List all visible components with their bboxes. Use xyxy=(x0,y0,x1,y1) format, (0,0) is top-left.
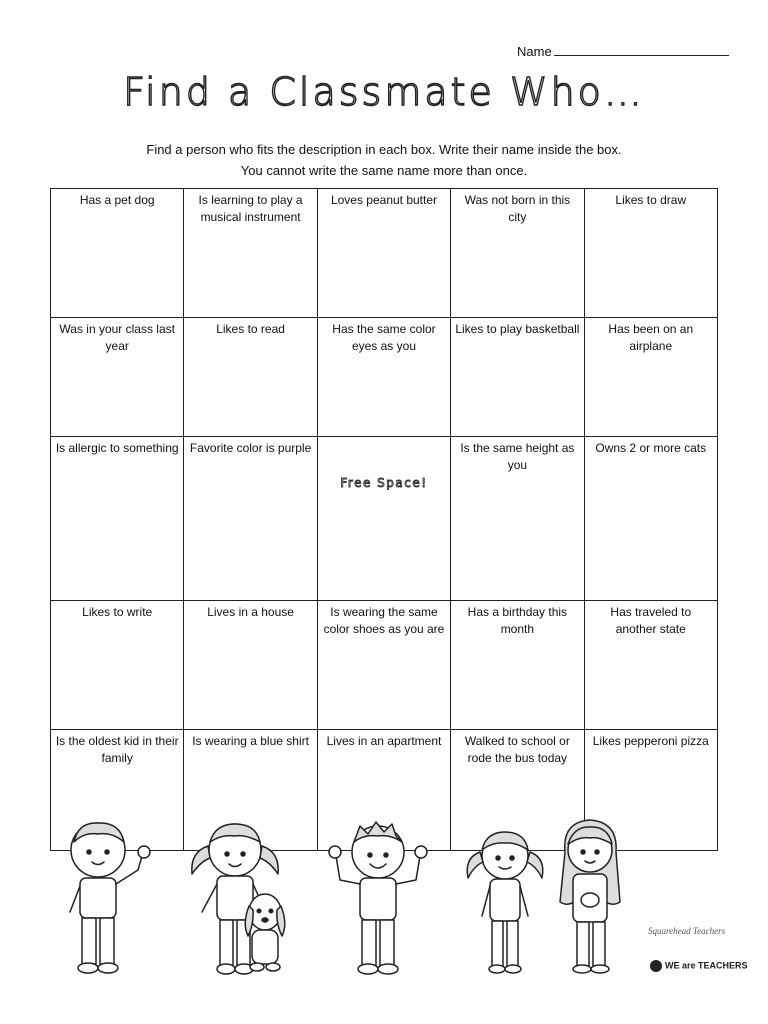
logo-mark-icon xyxy=(650,960,662,972)
page-title: Find a Classmate Who… xyxy=(123,70,645,114)
grid-cell[interactable]: Is the same height as you xyxy=(451,437,584,601)
grid-cell[interactable]: Likes pepperoni pizza xyxy=(584,730,717,851)
girl-pigtails-figure xyxy=(467,832,543,973)
we-are-teachers-logo xyxy=(650,960,748,972)
name-field[interactable] xyxy=(517,44,729,59)
grid-cell[interactable]: Favorite color is purple xyxy=(184,437,317,601)
grid-row xyxy=(51,318,718,437)
grid-cell[interactable]: Has the same color eyes as you xyxy=(317,318,450,437)
grid-cell[interactable]: Is allergic to something xyxy=(51,437,184,601)
grid-cell[interactable]: Likes to play basketball xyxy=(451,318,584,437)
grid-cell[interactable]: Has a birthday this month xyxy=(451,601,584,730)
grid-cell[interactable]: Is learning to play a musical instrument xyxy=(184,189,317,318)
grid-cell[interactable]: Has traveled to another state xyxy=(584,601,717,730)
grid-cell[interactable]: Has been on an airplane xyxy=(584,318,717,437)
grid-cell[interactable]: Was not born in this city xyxy=(451,189,584,318)
boy-flexing-figure xyxy=(329,822,427,974)
girl-long-hair-figure xyxy=(560,820,620,973)
grid-row xyxy=(51,601,718,730)
grid-cell[interactable]: Likes to draw xyxy=(584,189,717,318)
instructions xyxy=(0,139,768,181)
grid-cell[interactable]: Lives in an apartment xyxy=(317,730,450,851)
grid-cell[interactable]: Lives in a house xyxy=(184,601,317,730)
name-label: Name xyxy=(517,44,552,59)
bingo-grid xyxy=(50,188,718,851)
we-are-teachers-text: WE are TEACHERS xyxy=(665,960,748,971)
grid-cell[interactable]: Is wearing the same color shoes as you are xyxy=(317,601,450,730)
grid-cell[interactable]: Is the oldest kid in their family xyxy=(51,730,184,851)
girl-with-dog-figure xyxy=(192,824,285,974)
kids-illustration xyxy=(50,812,750,982)
grid-cell[interactable]: Likes to write xyxy=(51,601,184,730)
boy-waving-figure xyxy=(70,823,150,973)
squarehead-teachers-logo: Squarehead Teachers xyxy=(648,926,726,936)
name-blank-line[interactable] xyxy=(554,45,729,56)
grid-cell[interactable]: Loves peanut butter xyxy=(317,189,450,318)
grid-row xyxy=(51,437,718,601)
grid-cell[interactable]: Is wearing a blue shirt xyxy=(184,730,317,851)
instructions-line-2: You cannot write the same name more than once. xyxy=(240,163,528,178)
free-space-cell[interactable]: Free Space! xyxy=(317,437,450,601)
grid-cell[interactable]: Likes to read xyxy=(184,318,317,437)
instructions-line-1: Find a person who fits the description in each box. Write their name inside the box. xyxy=(146,142,622,157)
grid-cell[interactable]: Has a pet dog xyxy=(51,189,184,318)
grid-cell[interactable]: Was in your class last year xyxy=(51,318,184,437)
grid-cell[interactable]: Walked to school or rode the bus today xyxy=(451,730,584,851)
grid-row xyxy=(51,189,718,318)
grid-cell[interactable]: Owns 2 or more cats xyxy=(584,437,717,601)
